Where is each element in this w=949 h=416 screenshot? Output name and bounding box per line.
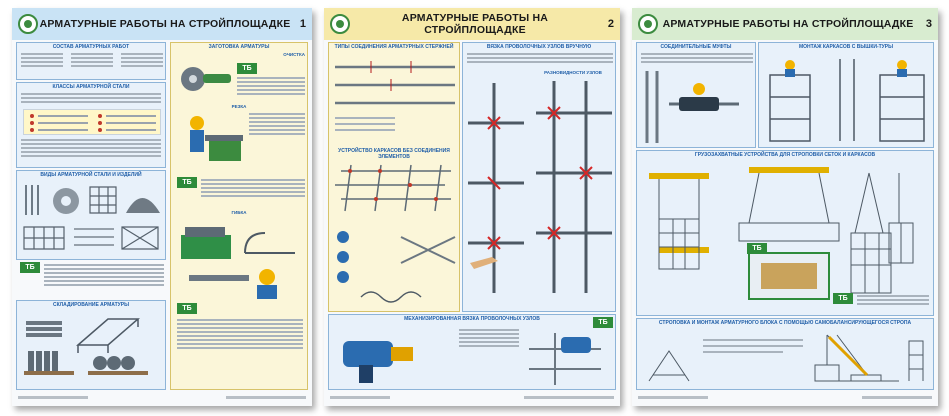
- lifting-heading: ГРУЗОЗАХВАТНЫЕ УСТРОЙСТВА ДЛЯ СТРОПОВКИ СЕТОК И КАРКАСОВ: [694, 152, 876, 158]
- bending-machine-illustration: [175, 219, 305, 299]
- couplings-section: [636, 42, 756, 148]
- emblem-icon: [18, 14, 38, 34]
- grinder-illustration: [175, 61, 235, 95]
- cutting-heading: РЕЗКА: [231, 104, 247, 109]
- safety-badge: ТБ: [593, 317, 613, 328]
- poster-3: [632, 8, 938, 406]
- slinging-section: [636, 318, 934, 390]
- tower-mount-heading: МОНТАЖ КАРКАСОВ С ВЫШКИ-ТУРЫ: [798, 44, 894, 50]
- poster-3-title: АРМАТУРНЫЕ РАБОТЫ НА СТРОЙПЛОЩАДКЕ: [662, 18, 914, 30]
- crane-illustration: [639, 331, 933, 389]
- safety-badge: ТБ: [20, 262, 40, 273]
- warehousing-section: [16, 300, 166, 390]
- joint-types-section: [328, 42, 460, 312]
- warehousing-illustration: [18, 311, 166, 389]
- cleaning-heading: ОЧИСТКА: [283, 52, 305, 57]
- poster-1: [12, 8, 312, 406]
- safety-badge: ТБ: [747, 243, 767, 254]
- poster-3-number: 3: [925, 18, 932, 30]
- steel-types-section: [16, 170, 166, 260]
- safety-badge: ТБ: [177, 177, 197, 188]
- coupling-illustration: [639, 67, 755, 147]
- slinging-heading: СТРОПОВКА И МОНТАЖ АРМАТУРНОГО БЛОКА С ПОМОЩЬЮ САМОБАЛАНСИРУЮЩЕГОСЯ СТРОПА: [658, 320, 912, 326]
- poster-1-title: АРМАТУРНЫЕ РАБОТЫ НА СТРОЙПЛОЩАДКЕ: [39, 18, 291, 30]
- preparation-section: [170, 42, 308, 390]
- lifting-section: [636, 150, 934, 316]
- emblem-icon: [638, 14, 658, 34]
- composition-section: [16, 42, 166, 80]
- couplings-heading: СОЕДИНИТЕЛЬНЫЕ МУФТЫ: [660, 44, 732, 50]
- mechanized-heading: МЕХАНИЗИРОВАННАЯ ВЯЗКА ПРОВОЛОЧНЫХ УЗЛОВ: [404, 316, 540, 322]
- knot-kinds-illustration: [464, 63, 616, 313]
- joint-types-illustration: [331, 55, 459, 145]
- preparation-heading: ЗАГОТОВКА АРМАТУРЫ: [208, 44, 270, 50]
- safety-badge: ТБ: [177, 303, 197, 314]
- knot-kinds-heading: РАЗНОВИДНОСТИ УЗЛОВ: [544, 70, 602, 75]
- poster-1-number: 1: [299, 18, 306, 30]
- steel-types-heading: ВИДЫ АРМАТУРНОЙ СТАЛИ И ИЗДЕЛИЙ: [40, 172, 142, 178]
- frames-illustration: [331, 161, 459, 221]
- poster-3-footer: [638, 393, 932, 403]
- poster-2-body: [328, 40, 616, 390]
- safety-badge: ТБ: [237, 63, 257, 74]
- bending-heading: ГИБКА: [231, 210, 247, 215]
- tower-mount-section: [758, 42, 934, 148]
- poster-1-header: [12, 8, 312, 40]
- steel-products-illustration: [18, 181, 166, 259]
- poster-2-footer: [330, 393, 614, 403]
- poster-3-header: [632, 8, 938, 40]
- warehousing-heading: СКЛАДИРОВАНИЕ АРМАТУРЫ: [53, 302, 129, 308]
- frames-heading: УСТРОЙСТВО КАРКАСОВ БЕЗ СОЕДИНЕНИЯ ЭЛЕМЕНТОВ: [338, 148, 450, 160]
- rebar-tying-tool-illustration: [333, 327, 453, 387]
- poster-3-body: [636, 40, 934, 390]
- steel-classes-section: [16, 82, 166, 168]
- tying-in-action-illustration: [525, 329, 605, 387]
- poster-1-footer: [18, 393, 306, 403]
- lifting-devices-illustration: [639, 163, 933, 313]
- steel-class-table: [23, 109, 161, 135]
- poster-2: [324, 8, 620, 406]
- composition-heading: СОСТАВ АРМАТУРНЫХ РАБОТ: [52, 44, 130, 50]
- steel-classes-heading: КЛАССЫ АРМАТУРНОЙ СТАЛИ: [52, 84, 130, 90]
- manual-knots-section: [462, 42, 616, 312]
- fixators-illustration: [331, 227, 459, 307]
- poster-2-number: 2: [607, 18, 614, 30]
- poster-2-title: АРМАТУРНЫЕ РАБОТЫ НА СТРОЙПЛОЩАДКЕ: [401, 12, 549, 36]
- cutting-machine-illustration: [175, 111, 245, 171]
- joint-types-heading: ТИПЫ СОЕДИНЕНИЯ АРМАТУРНЫХ СТЕРЖНЕЙ: [334, 44, 454, 50]
- poster-1-body: [16, 40, 308, 390]
- tower-mount-illustration: [760, 55, 934, 145]
- mechanized-section: [328, 314, 616, 390]
- poster-2-header: [324, 8, 620, 40]
- emblem-icon: [330, 14, 350, 34]
- manual-knots-heading: ВЯЗКА ПРОВОЛОЧНЫХ УЗЛОВ ВРУЧНУЮ: [486, 44, 592, 50]
- safety-badge: ТБ: [833, 293, 853, 304]
